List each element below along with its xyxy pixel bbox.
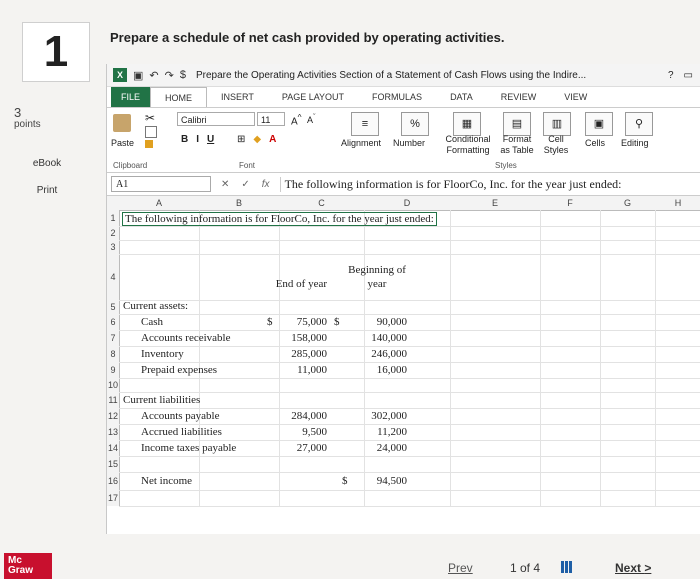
excel-titlebar — [107, 64, 700, 87]
col-header-e[interactable]: E — [450, 196, 541, 211]
logo-line-1: Mc — [8, 555, 22, 566]
row-header[interactable]: 10 — [107, 380, 118, 390]
format-as-table-button[interactable]: Format as Table — [500, 134, 534, 155]
row-header[interactable]: 15 — [107, 456, 120, 472]
taxes-begin-value: 24,000 — [376, 442, 407, 454]
ribbon-display-icon[interactable]: ▭ — [683, 69, 693, 81]
page-indicator: 1 of 4 — [510, 561, 541, 575]
font-style-row — [181, 134, 214, 145]
enter-icon[interactable]: ✓ — [241, 178, 250, 190]
col-header-a[interactable]: A — [119, 196, 200, 211]
inv-end-value: 285,000 — [291, 348, 327, 360]
cancel-icon[interactable]: ✕ — [221, 178, 230, 190]
conditional-formatting-icon[interactable]: ▦ — [453, 112, 481, 136]
label-cash: Cash — [141, 316, 163, 328]
cut-icon[interactable]: ✂ — [145, 111, 156, 125]
name-box[interactable]: A1 — [111, 176, 211, 192]
italic-button[interactable]: I — [196, 134, 200, 145]
underline-button[interactable]: U — [207, 134, 215, 145]
points-display — [14, 107, 41, 131]
ribbon-tabs — [107, 87, 700, 107]
points-label: points — [14, 119, 41, 130]
header-beginning-of: Beginning of — [348, 264, 406, 276]
ap-end-value: 284,000 — [291, 410, 327, 422]
row-header[interactable]: 5 — [107, 300, 120, 314]
prepaid-end-value: 11,000 — [297, 364, 327, 376]
row-header[interactable]: 3 — [107, 240, 120, 254]
dollar-icon[interactable]: $ — [179, 69, 186, 81]
tab-insert[interactable]: INSERT — [221, 92, 254, 102]
row-header[interactable]: 9 — [107, 362, 120, 378]
label-current-liabilities: Current liabilities — [123, 394, 201, 406]
label-net-income: Net income — [141, 475, 193, 487]
grid-view-icon[interactable] — [561, 561, 573, 573]
redo-icon[interactable]: ↷ — [164, 69, 174, 82]
ribbon — [107, 107, 700, 173]
print-link[interactable]: Print — [36, 185, 58, 196]
row-header[interactable]: 7 — [107, 330, 120, 346]
undo-icon[interactable]: ↶ — [149, 69, 159, 82]
tab-view[interactable]: VIEW — [564, 92, 588, 102]
question-number: 1 — [22, 22, 90, 82]
label-prepaid-expenses: Prepaid expenses — [141, 364, 218, 376]
number-button[interactable]: Number — [393, 138, 426, 148]
label-accounts-receivable: Accounts receivable — [141, 332, 231, 344]
col-header-d[interactable]: D — [364, 196, 451, 211]
col-header-h[interactable]: H — [655, 196, 700, 211]
header-end-of-year: End of year — [275, 278, 327, 290]
font-shrink-icon[interactable]: $A^ˇ$ — [307, 112, 316, 125]
font-grow-icon[interactable]: A^ — [291, 112, 302, 128]
row-header[interactable]: 8 — [107, 346, 120, 362]
tab-data[interactable]: DATA — [450, 92, 473, 102]
logo-line-2: Graw — [8, 565, 34, 576]
net-income-symbol: $ — [342, 475, 348, 487]
format-as-table-icon[interactable]: ▤ — [503, 112, 531, 136]
inv-begin-value: 246,000 — [371, 348, 407, 360]
row-header[interactable]: 16 — [107, 472, 120, 490]
fill-color-icon[interactable]: ◆ — [253, 134, 262, 145]
next-button[interactable] — [615, 561, 651, 575]
save-icon[interactable]: ▣ — [133, 69, 144, 82]
row-header[interactable]: 2 — [107, 226, 120, 240]
col-header-g[interactable]: G — [600, 196, 656, 211]
ap-begin-value: 302,000 — [371, 410, 407, 422]
cash-end-value: 75,000 — [296, 316, 327, 328]
number-format-icon[interactable]: % — [401, 112, 429, 136]
font-color-row — [237, 134, 276, 145]
points-value: 3 — [14, 105, 22, 120]
accrued-end-value: 9,500 — [302, 426, 327, 438]
label-inventory: Inventory — [141, 348, 184, 360]
excel-logo-icon: X — [113, 68, 127, 82]
accrued-begin-value: 11,200 — [377, 426, 407, 438]
format-painter-icon[interactable] — [145, 140, 153, 148]
col-header-b[interactable]: B — [199, 196, 280, 211]
function-icon[interactable]: fx — [261, 178, 270, 190]
row-header[interactable]: 6 — [107, 314, 120, 330]
prepaid-begin-value: 16,000 — [376, 364, 407, 376]
col-header-f[interactable]: F — [540, 196, 601, 211]
tab-home[interactable]: HOME — [150, 87, 207, 108]
label-accrued-liabilities: Accrued liabilities — [141, 426, 222, 438]
chevron-right-icon: > — [644, 561, 652, 575]
label-current-assets: Current assets: — [123, 300, 189, 312]
help-button[interactable]: ? — [667, 69, 674, 81]
formula-input[interactable]: The following information is for FloorCo, Inc. for the year just ended: — [280, 177, 622, 192]
paste-icon[interactable] — [113, 114, 131, 132]
header-year: year — [367, 278, 387, 290]
font-name-select[interactable]: Calibri — [177, 112, 255, 126]
cell-styles-button[interactable]: Cell Styles — [543, 134, 569, 155]
font-group-label: Font — [239, 161, 256, 170]
formula-bar — [107, 173, 700, 196]
tab-formulas[interactable]: FORMULAS — [372, 92, 423, 102]
row-header[interactable]: 14 — [107, 440, 120, 456]
cell-styles-icon[interactable]: ▥ — [543, 112, 571, 136]
alignment-icon[interactable]: ≡ — [351, 112, 379, 136]
tab-page-layout[interactable]: PAGE LAYOUT — [281, 92, 345, 102]
font-color-icon[interactable]: A — [269, 134, 277, 145]
excel-window — [106, 64, 700, 534]
row-header[interactable]: 17 — [107, 490, 120, 506]
ar-end-value: 158,000 — [291, 332, 327, 344]
copy-icon[interactable] — [145, 126, 157, 138]
workbook-title: Prepare the Operating Activities Section of a Statement of Cash Flows using the Indire... — [195, 69, 587, 81]
prev-button[interactable]: Prev — [448, 561, 473, 575]
styles-group-label: Styles — [495, 161, 517, 170]
row-header[interactable]: 12 — [107, 408, 120, 424]
conditional-formatting-button[interactable]: Conditional Formatting — [445, 134, 491, 155]
cells-button[interactable]: Cells — [585, 138, 606, 148]
col-header-c[interactable]: C — [279, 196, 365, 211]
cash-begin-value: 90,000 — [376, 316, 407, 328]
taxes-end-value: 27,000 — [296, 442, 327, 454]
paste-button[interactable]: Paste — [111, 138, 135, 148]
row-header[interactable]: 11 — [107, 392, 120, 408]
ebook-link[interactable]: eBook — [32, 158, 62, 169]
editing-button[interactable]: Editing — [621, 138, 649, 148]
label-income-taxes-payable: Income taxes payable — [141, 442, 237, 454]
formula-controls — [211, 179, 280, 190]
question-prompt: Prepare a schedule of net cash provided by operating activities. — [110, 30, 505, 45]
next-label: Next — [615, 561, 642, 575]
mcgraw-hill-logo — [4, 553, 52, 579]
clipboard-group-label: Clipboard — [113, 161, 148, 170]
font-size-select[interactable]: 11 — [257, 112, 285, 126]
net-income-value: 94,500 — [376, 475, 407, 487]
borders-icon[interactable]: ⊞ — [237, 134, 246, 145]
alignment-button[interactable]: Alignment — [341, 138, 382, 148]
row-header[interactable]: 4 — [107, 254, 120, 300]
tab-review[interactable]: REVIEW — [500, 92, 537, 102]
bold-button[interactable]: B — [181, 134, 189, 145]
cell-a1[interactable]: The following information is for FloorCo, Inc. for the year just ended: — [122, 212, 437, 226]
cash-end-symbol: $ — [267, 316, 273, 328]
ar-begin-value: 140,000 — [371, 332, 407, 344]
row-header[interactable]: 13 — [107, 424, 120, 440]
row-header[interactable]: 1 — [107, 210, 120, 226]
label-accounts-payable: Accounts payable — [141, 410, 220, 422]
tab-file[interactable]: FILE — [111, 87, 150, 107]
cash-begin-symbol: $ — [334, 316, 340, 328]
binoculars-icon[interactable]: ⚲ — [625, 112, 653, 136]
cells-icon[interactable]: ▣ — [585, 112, 613, 136]
